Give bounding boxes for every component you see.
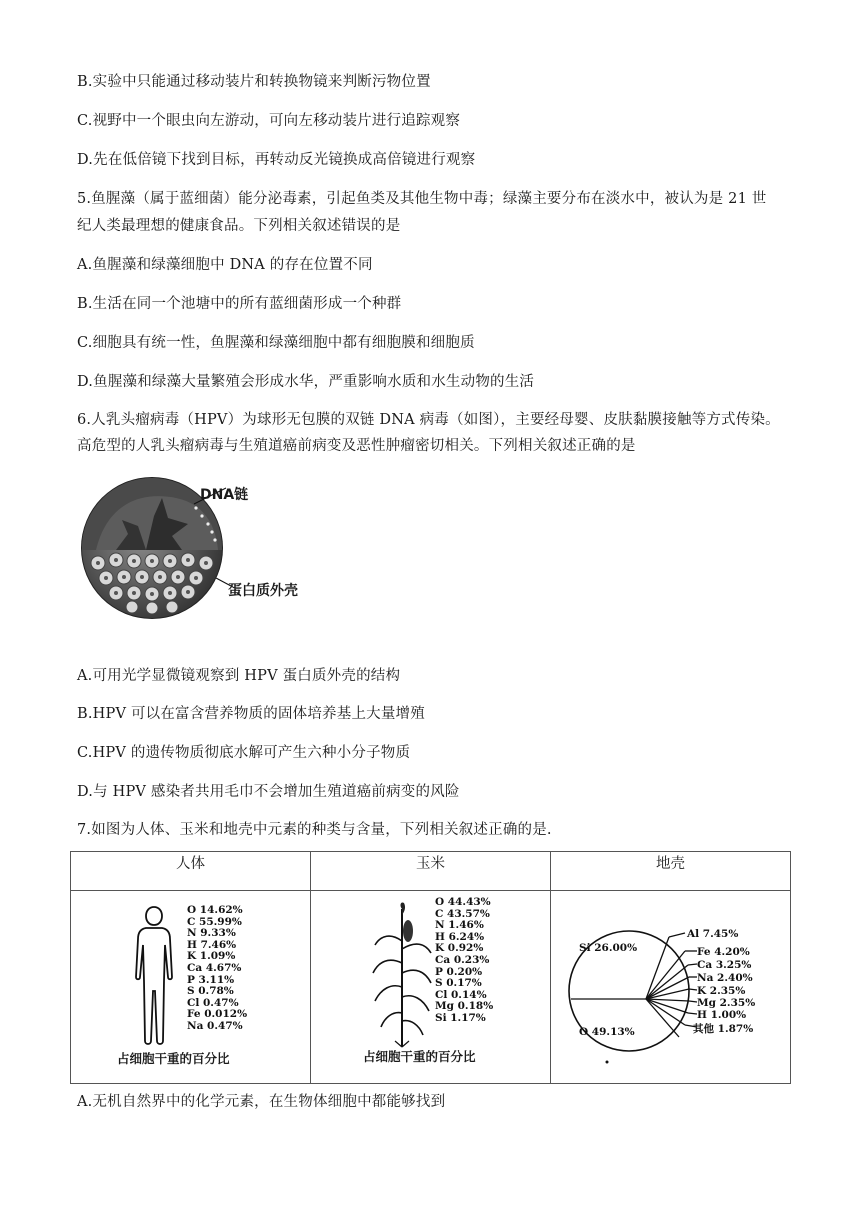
crust-label-mg: Mg 2.35%: [697, 997, 756, 1009]
crust-label-h: H 1.00%: [697, 1009, 747, 1021]
crust-label-si: Si 26.00%: [579, 942, 638, 954]
option-5b: B.生活在同一个池塘中的所有蓝细菌形成一个种群: [77, 296, 402, 312]
human-element-cl: Cl 0.47%: [187, 996, 239, 1009]
corn-element-n: N 1.46%: [435, 919, 484, 932]
human-element-na: Na 0.47%: [187, 1019, 243, 1032]
corn-element-list: [435, 897, 493, 1025]
corn-element-s: S 0.17%: [435, 977, 482, 990]
option-6c: C.HPV 的遗传物质彻底水解可产生六种小分子物质: [77, 745, 411, 761]
corn-plant-icon: [371, 901, 433, 1049]
corn-element-cl: Cl 0.14%: [435, 988, 487, 1001]
crust-label-ca: Ca 3.25%: [697, 959, 752, 971]
crust-pie-chart: [551, 891, 791, 1083]
crust-label-al: Al 7.45%: [687, 928, 739, 940]
header-human: 人体: [71, 852, 311, 891]
header-corn: 玉米: [311, 852, 551, 891]
corn-caption: 占细胞干重的百分比: [363, 1049, 476, 1064]
human-element-list: [187, 905, 247, 1033]
hpv-virus-figure: [76, 468, 316, 626]
crust-cell: [551, 891, 790, 1083]
corn-element-o: O 44.43%: [435, 896, 491, 908]
human-element-p: P 3.11%: [187, 973, 235, 986]
corn-element-mg: Mg 0.18%: [435, 1000, 494, 1013]
corn-element-h: H 6.24%: [435, 930, 485, 943]
option-4c: C.视野中一个眼虫向左游动，可向左移动装片进行追踪观察: [77, 113, 461, 129]
dna-chain-label: DNA链: [200, 487, 249, 503]
human-element-fe: Fe 0.012%: [187, 1008, 248, 1021]
human-element-o: O 14.62%: [187, 904, 243, 916]
corn-element-si: Si 1.17%: [435, 1011, 486, 1024]
option-4d: D.先在低倍镜下找到目标，再转动反光镜换成高倍镜进行观察: [77, 152, 476, 168]
corn-element-ca: Ca 0.23%: [435, 953, 490, 966]
human-element-k: K 1.09%: [187, 950, 236, 963]
crust-label-na: Na 2.40%: [697, 972, 753, 984]
crust-label-fe: Fe 4.20%: [697, 946, 750, 958]
question-5-stem-line2: 纪人类最理想的健康食品。下列相关叙述错误的是: [77, 218, 401, 234]
crust-label-o: O 49.13%: [579, 1026, 635, 1038]
question-6-stem-line2: 高危型的人乳头瘤病毒与生殖道癌前病变及恶性肿瘤密切相关。下列相关叙述正确的是: [77, 438, 636, 454]
option-5a: A.鱼腥藻和绿藻细胞中 DNA 的存在位置不同: [77, 257, 373, 273]
option-6b: B.HPV 可以在富含营养物质的固体培养基上大量增殖: [77, 706, 425, 722]
corn-cell: [311, 891, 550, 1083]
option-7a: A.无机自然界中的化学元素，在生物体细胞中都能够找到: [77, 1094, 446, 1110]
option-6d: D.与 HPV 感染者共用毛巾不会增加生殖道癌前病变的风险: [77, 784, 460, 800]
human-element-h: H 7.46%: [187, 938, 237, 951]
human-element-c: C 55.99%: [187, 915, 242, 928]
question-6-stem-line1: 6.人乳头瘤病毒（HPV）为球形无包膜的双链 DNA 病毒（如图），主要经母婴、皮肤黏膜接触等方式传染。: [77, 412, 780, 428]
corn-element-k: K 0.92%: [435, 942, 484, 955]
human-element-ca: Ca 4.67%: [187, 961, 242, 974]
corn-element-p: P 0.20%: [435, 965, 483, 978]
crust-label-k: K 2.35%: [697, 985, 746, 997]
question-7-stem: 7.如图为人体、玉米和地壳中元素的种类与含量，下列相关叙述正确的是.: [77, 822, 552, 838]
protein-shell-label: 蛋白质外壳: [228, 583, 298, 599]
question-5-stem-line1: 5.鱼腥藻（属于蓝细菌）能分泌毒素，引起鱼类及其他生物中毒；绿藻主要分布在淡水中，被认为是 21 世: [77, 191, 767, 207]
option-5d: D.鱼腥藻和绿藻大量繁殖会形成水华，严重影响水质和水生动物的生活: [77, 374, 535, 390]
option-6a: A.可用光学显微镜观察到 HPV 蛋白质外壳的结构: [77, 668, 401, 684]
crust-label-other: 其他 1.87%: [693, 1023, 754, 1035]
option-4b: B.实验中只能通过移动装片和转换物镜来判断污物位置: [77, 74, 431, 90]
human-caption: 占细胞干重的百分比: [117, 1051, 230, 1066]
header-crust: 地壳: [551, 852, 791, 891]
human-cell: [71, 891, 310, 1083]
human-silhouette-icon: [133, 905, 175, 1047]
option-5c: C.细胞具有统一性，鱼腥藻和绿藻细胞中都有细胞膜和细胞质: [77, 335, 475, 351]
human-element-n: N 9.33%: [187, 927, 236, 940]
element-content-table: [70, 851, 791, 1084]
human-element-s: S 0.78%: [187, 985, 234, 998]
corn-element-c: C 43.57%: [435, 907, 490, 920]
